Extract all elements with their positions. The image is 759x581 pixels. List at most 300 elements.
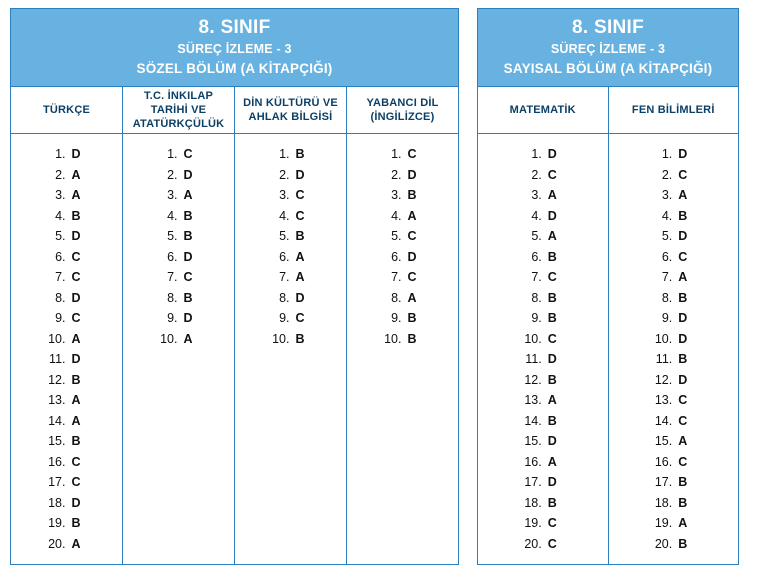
answer-letter: C: [678, 454, 688, 469]
answer-row: [478, 288, 608, 309]
answer-letter: A: [183, 188, 193, 202]
answer-row: [478, 185, 608, 206]
answer-row: [123, 165, 234, 186]
answer-number: 4.: [531, 208, 542, 223]
answer-letter: D: [547, 434, 557, 448]
answer-number: 7.: [661, 270, 673, 284]
answer-row: [609, 165, 739, 186]
answer-row: [123, 206, 234, 227]
answer-letter: A: [71, 393, 81, 407]
answer-letter: C: [547, 270, 557, 284]
answer-letter: C: [678, 393, 688, 407]
answer-row: [478, 349, 608, 370]
answer-number: 6.: [661, 249, 673, 264]
answer-letter: B: [678, 536, 688, 551]
answer-number: 6.: [391, 249, 402, 264]
answer-letter: D: [71, 147, 81, 161]
answer-letter: C: [547, 331, 557, 346]
answer-row: [609, 185, 739, 206]
answer-letter: D: [407, 249, 417, 264]
answer-row: [123, 329, 234, 350]
answer-row: [11, 431, 122, 452]
answer-number: 14.: [48, 413, 66, 428]
answer-row: [235, 267, 346, 288]
answer-row: [609, 411, 739, 432]
answer-letter: B: [183, 229, 193, 243]
answer-number: 8.: [661, 290, 673, 305]
answer-number: 11.: [655, 352, 673, 366]
answer-letter: A: [71, 536, 81, 551]
column-header-label: T.C. İNKILAP TARİHİ VE ATATÜRKÇÜLÜK: [132, 90, 225, 130]
sheet-header-sayisal: [478, 9, 738, 87]
answer-number: 6.: [279, 249, 290, 264]
answer-number: 10.: [524, 331, 542, 346]
answer-row: [123, 288, 234, 309]
answer-number: 19.: [48, 516, 66, 530]
answer-row: [609, 513, 739, 534]
answer-row: [235, 308, 346, 329]
answer-number: 6.: [531, 249, 542, 264]
answer-number: 10.: [654, 331, 673, 346]
answer-row: [235, 226, 346, 247]
answer-row: [11, 513, 122, 534]
answer-number: 2.: [661, 167, 673, 182]
column-header-label: DİN KÜLTÜRÜ VE AHLAK BİLGİSİ: [243, 97, 338, 123]
answer-number: 4.: [391, 208, 402, 223]
answer-letter: C: [295, 208, 305, 223]
sheet-title: 8. SINIF: [571, 17, 645, 38]
answer-number: 3.: [661, 188, 673, 202]
answer-row: [235, 144, 346, 165]
answer-number: 17.: [654, 475, 673, 489]
answer-letter: C: [183, 270, 193, 284]
answer-number: 1.: [531, 147, 542, 161]
answer-number: 14.: [654, 413, 673, 428]
answer-row: [123, 226, 234, 247]
answer-number: 2.: [167, 167, 178, 182]
answer-number: 12.: [48, 372, 66, 387]
answer-row: [123, 144, 234, 165]
answer-row: [347, 247, 458, 268]
answer-letter: A: [295, 270, 305, 284]
answer-list-inkilap: [123, 134, 234, 554]
answer-number: 13.: [654, 393, 673, 407]
answer-row: [235, 247, 346, 268]
answer-row: [11, 247, 122, 268]
answer-letter: B: [547, 249, 557, 264]
answer-number: 5.: [167, 229, 178, 243]
answer-list-yabanci-dil: [347, 134, 458, 554]
answer-row: [11, 267, 122, 288]
answer-letter: C: [547, 516, 557, 530]
answer-number: 7.: [531, 270, 542, 284]
answer-row: [11, 411, 122, 432]
answer-number: 8.: [279, 290, 290, 305]
answer-row: [478, 431, 608, 452]
answer-row: [478, 226, 608, 247]
answer-number: 5.: [55, 229, 66, 243]
answer-number: 18.: [524, 495, 542, 510]
answer-letter: D: [547, 147, 557, 161]
answer-letter: C: [71, 475, 81, 489]
answer-letter: B: [547, 311, 557, 325]
answer-letter: D: [678, 372, 688, 387]
answer-letter: D: [678, 147, 688, 161]
answer-letter: B: [678, 290, 688, 305]
answer-list-fen-bilimleri: [609, 134, 739, 564]
answer-letter: D: [71, 229, 81, 243]
answer-letter: B: [71, 434, 81, 448]
answer-number: 14.: [524, 413, 542, 428]
answer-letter: B: [547, 495, 557, 510]
answer-list-turkce: [11, 134, 122, 564]
column-header-label: YABANCI DİL (İNGİLİZCE): [366, 97, 439, 123]
answer-number: 18.: [654, 495, 673, 510]
answer-letter: C: [71, 249, 81, 264]
answer-letter: B: [295, 229, 305, 243]
answer-number: 1.: [391, 147, 402, 161]
answer-letter: B: [183, 290, 193, 305]
answer-letter: A: [547, 229, 557, 243]
answer-letter: B: [547, 372, 557, 387]
subject-column-turkce: [11, 87, 123, 564]
column-header-fen-bilimleri: [609, 87, 739, 134]
answer-number: 20.: [48, 536, 66, 551]
answer-letter: C: [295, 311, 305, 325]
answer-number: 5.: [531, 229, 542, 243]
answer-letter: D: [71, 495, 81, 510]
answer-letter: D: [295, 290, 305, 305]
sheet-header-sozel: [11, 9, 458, 87]
subject-column-din-kulturu: [235, 87, 347, 564]
answer-letter: D: [678, 311, 688, 325]
answer-number: 12.: [654, 372, 673, 387]
answer-letter: A: [678, 434, 688, 448]
answer-row: [347, 329, 458, 350]
answer-number: 16.: [524, 454, 542, 469]
answer-number: 13.: [48, 393, 66, 407]
column-header-label: TÜRKÇE: [42, 104, 91, 116]
answer-letter: B: [678, 352, 688, 366]
answer-letter: B: [407, 311, 417, 325]
answer-number: 2.: [55, 167, 66, 182]
answer-row: [478, 513, 608, 534]
answer-letter: B: [678, 208, 688, 223]
column-header-inkilap: [123, 87, 234, 134]
answer-number: 4.: [661, 208, 673, 223]
sheet-title: 8. SINIF: [198, 17, 271, 38]
answer-number: 2.: [531, 167, 542, 182]
answer-row: [478, 206, 608, 227]
answer-row: [478, 534, 608, 555]
answer-number: 9.: [167, 311, 178, 325]
answer-row: [347, 165, 458, 186]
answer-letter: B: [71, 208, 81, 223]
answer-letter: A: [407, 290, 417, 305]
answer-letter: D: [71, 352, 81, 366]
column-header-label: FEN BİLİMLERİ: [631, 104, 715, 116]
answer-number: 2.: [279, 167, 290, 182]
answer-letter: B: [407, 188, 417, 202]
answer-row: [609, 267, 739, 288]
answer-row: [11, 165, 122, 186]
answer-letter: C: [183, 147, 193, 161]
answer-number: 3.: [55, 188, 66, 202]
subject-column-inkilap: [123, 87, 235, 564]
answer-number: 1.: [55, 147, 66, 161]
answer-letter: D: [71, 290, 81, 305]
answer-row: [609, 452, 739, 473]
answer-number: 6.: [167, 249, 178, 264]
answer-letter: B: [547, 290, 557, 305]
answer-number: 7.: [55, 270, 66, 284]
column-header-label: MATEMATİK: [509, 104, 576, 116]
answer-row: [11, 226, 122, 247]
answer-row: [609, 308, 739, 329]
answer-letter: C: [407, 147, 417, 161]
answer-row: [347, 308, 458, 329]
answer-row: [347, 185, 458, 206]
answer-number: 17.: [524, 475, 542, 489]
answer-letter: A: [678, 270, 688, 284]
answer-row: [478, 493, 608, 514]
answer-letter: D: [547, 475, 557, 489]
answer-number: 8.: [531, 290, 542, 305]
answer-row: [609, 534, 739, 555]
answer-letter: A: [71, 188, 81, 202]
answer-row: [235, 329, 346, 350]
answer-row: [478, 308, 608, 329]
answer-number: 8.: [391, 290, 402, 305]
answer-letter: C: [71, 270, 81, 284]
answer-letter: D: [183, 311, 193, 325]
answer-number: 10.: [272, 331, 290, 346]
answer-row: [235, 206, 346, 227]
answer-row: [609, 431, 739, 452]
answer-number: 1.: [279, 147, 290, 161]
sheet-subtitle-section: SÖZEL BÖLÜM (A KİTAPÇIĞI): [136, 61, 333, 76]
answer-letter: A: [71, 331, 81, 346]
answer-row: [478, 472, 608, 493]
answer-row: [478, 267, 608, 288]
subject-column-fen-bilimleri: [609, 87, 739, 564]
answer-row: [123, 308, 234, 329]
answer-row: [347, 206, 458, 227]
answer-number: 9.: [391, 311, 402, 325]
answer-letter: C: [407, 270, 417, 284]
answer-row: [478, 329, 608, 350]
answer-row: [609, 370, 739, 391]
answer-number: 6.: [55, 249, 66, 264]
answer-letter: A: [547, 393, 557, 407]
answer-row: [478, 370, 608, 391]
answer-number: 3.: [279, 188, 290, 202]
answer-number: 7.: [391, 270, 402, 284]
answer-number: 10.: [160, 331, 178, 346]
subject-columns-sozel: [11, 87, 458, 564]
answer-number: 7.: [279, 270, 290, 284]
answer-number: 5.: [661, 229, 673, 243]
answer-row: [11, 390, 122, 411]
answer-row: [123, 267, 234, 288]
answer-row: [11, 370, 122, 391]
answer-letter: B: [71, 372, 81, 387]
answer-letter: C: [547, 536, 557, 551]
answer-number: 4.: [167, 208, 178, 223]
answer-number: 9.: [661, 311, 673, 325]
answer-number: 9.: [531, 311, 542, 325]
answer-number: 10.: [48, 331, 66, 346]
answer-number: 3.: [167, 188, 178, 202]
answer-letter: D: [183, 249, 193, 264]
answer-row: [11, 308, 122, 329]
answer-row: [11, 493, 122, 514]
answer-number: 9.: [279, 311, 290, 325]
answer-letter: D: [295, 167, 305, 182]
answer-row: [11, 452, 122, 473]
sheet-subtitle-section: SAYISAL BÖLÜM (A KİTAPÇIĞI): [503, 61, 713, 76]
answer-letter: D: [547, 208, 557, 223]
answer-number: 15.: [654, 434, 673, 448]
answer-row: [123, 185, 234, 206]
answer-letter: B: [295, 331, 305, 346]
answer-letter: B: [678, 495, 688, 510]
answer-row: [11, 472, 122, 493]
answer-number: 1.: [661, 147, 673, 161]
answer-sheet-sozel: [10, 8, 459, 565]
answer-number: 13.: [524, 393, 542, 407]
answer-letter: C: [71, 311, 81, 325]
answer-letter: B: [71, 516, 81, 530]
answer-row: [347, 288, 458, 309]
answer-number: 20.: [654, 536, 673, 551]
answer-letter: A: [547, 454, 557, 469]
column-header-din-kulturu: [235, 87, 346, 134]
answer-number: 9.: [55, 311, 66, 325]
answer-letter: A: [547, 188, 557, 202]
answer-row: [235, 165, 346, 186]
answer-row: [347, 144, 458, 165]
answer-row: [11, 144, 122, 165]
answer-letter: C: [547, 167, 557, 182]
column-header-turkce: [11, 87, 122, 134]
answer-number: 7.: [167, 270, 178, 284]
answer-letter: A: [71, 167, 81, 182]
answer-number: 1.: [167, 147, 178, 161]
answer-letter: B: [407, 331, 417, 346]
answer-row: [478, 390, 608, 411]
answer-letter: B: [183, 208, 193, 223]
answer-row: [11, 185, 122, 206]
subject-column-yabanci-dil: [347, 87, 458, 564]
answer-row: [609, 288, 739, 309]
answer-row: [478, 452, 608, 473]
answer-row: [478, 247, 608, 268]
answer-row: [609, 390, 739, 411]
sheet-subtitle-process: SÜREÇ İZLEME - 3: [550, 42, 666, 56]
answer-number: 4.: [55, 208, 66, 223]
answer-row: [609, 493, 739, 514]
answer-number: 15.: [524, 434, 542, 448]
answer-row: [609, 349, 739, 370]
answer-row: [347, 226, 458, 247]
answer-letter: D: [407, 167, 417, 182]
answer-row: [11, 206, 122, 227]
column-header-yabanci-dil: [347, 87, 458, 134]
answer-row: [609, 226, 739, 247]
answer-row: [478, 411, 608, 432]
column-header-matematik: [478, 87, 608, 134]
answer-letter: D: [547, 352, 557, 366]
answer-letter: C: [678, 413, 688, 428]
answer-number: 16.: [654, 454, 673, 469]
answer-number: 3.: [391, 188, 402, 202]
answer-row: [609, 144, 739, 165]
answer-number: 10.: [384, 331, 402, 346]
answer-row: [609, 206, 739, 227]
answer-number: 12.: [524, 372, 542, 387]
answer-row: [478, 165, 608, 186]
answer-letter: A: [183, 331, 193, 346]
answer-row: [235, 288, 346, 309]
answer-letter: B: [547, 413, 557, 428]
answer-letter: A: [295, 249, 305, 264]
answer-letter: C: [295, 188, 305, 202]
answer-number: 19.: [524, 516, 542, 530]
answer-number: 20.: [524, 536, 542, 551]
answer-letter: D: [678, 331, 688, 346]
sheet-subtitle-process: SÜREÇ İZLEME - 3: [177, 42, 292, 56]
answer-row: [235, 185, 346, 206]
answer-row: [11, 329, 122, 350]
answer-number: 5.: [391, 229, 402, 243]
answer-number: 3.: [531, 188, 542, 202]
answer-row: [478, 144, 608, 165]
answer-row: [609, 472, 739, 493]
answer-letter: A: [678, 188, 688, 202]
answer-number: 2.: [391, 167, 402, 182]
answer-letter: B: [678, 475, 688, 489]
answer-row: [609, 329, 739, 350]
answer-letter: A: [407, 208, 417, 223]
answer-list-matematik: [478, 134, 608, 564]
answer-letter: D: [678, 229, 688, 243]
answer-number: 18.: [48, 495, 66, 510]
answer-row: [11, 288, 122, 309]
answer-row: [11, 349, 122, 370]
answer-number: 8.: [167, 290, 178, 305]
answer-letter: A: [678, 516, 688, 530]
answer-row: [123, 247, 234, 268]
answer-number: 17.: [48, 475, 66, 489]
answer-number: 19.: [654, 516, 673, 530]
answer-number: 4.: [279, 208, 290, 223]
answer-row: [609, 247, 739, 268]
answer-sheet-sayisal: [477, 8, 739, 565]
answer-number: 16.: [48, 454, 66, 469]
answer-letter: D: [183, 167, 193, 182]
subject-column-matematik: [478, 87, 609, 564]
answer-letter: C: [71, 454, 81, 469]
answer-number: 8.: [55, 290, 66, 305]
answer-letter: C: [407, 229, 417, 243]
answer-list-din-kulturu: [235, 134, 346, 554]
answer-row: [11, 534, 122, 555]
answer-letter: A: [71, 413, 81, 428]
answer-number: 5.: [279, 229, 290, 243]
answer-letter: B: [295, 147, 305, 161]
answer-row: [347, 267, 458, 288]
